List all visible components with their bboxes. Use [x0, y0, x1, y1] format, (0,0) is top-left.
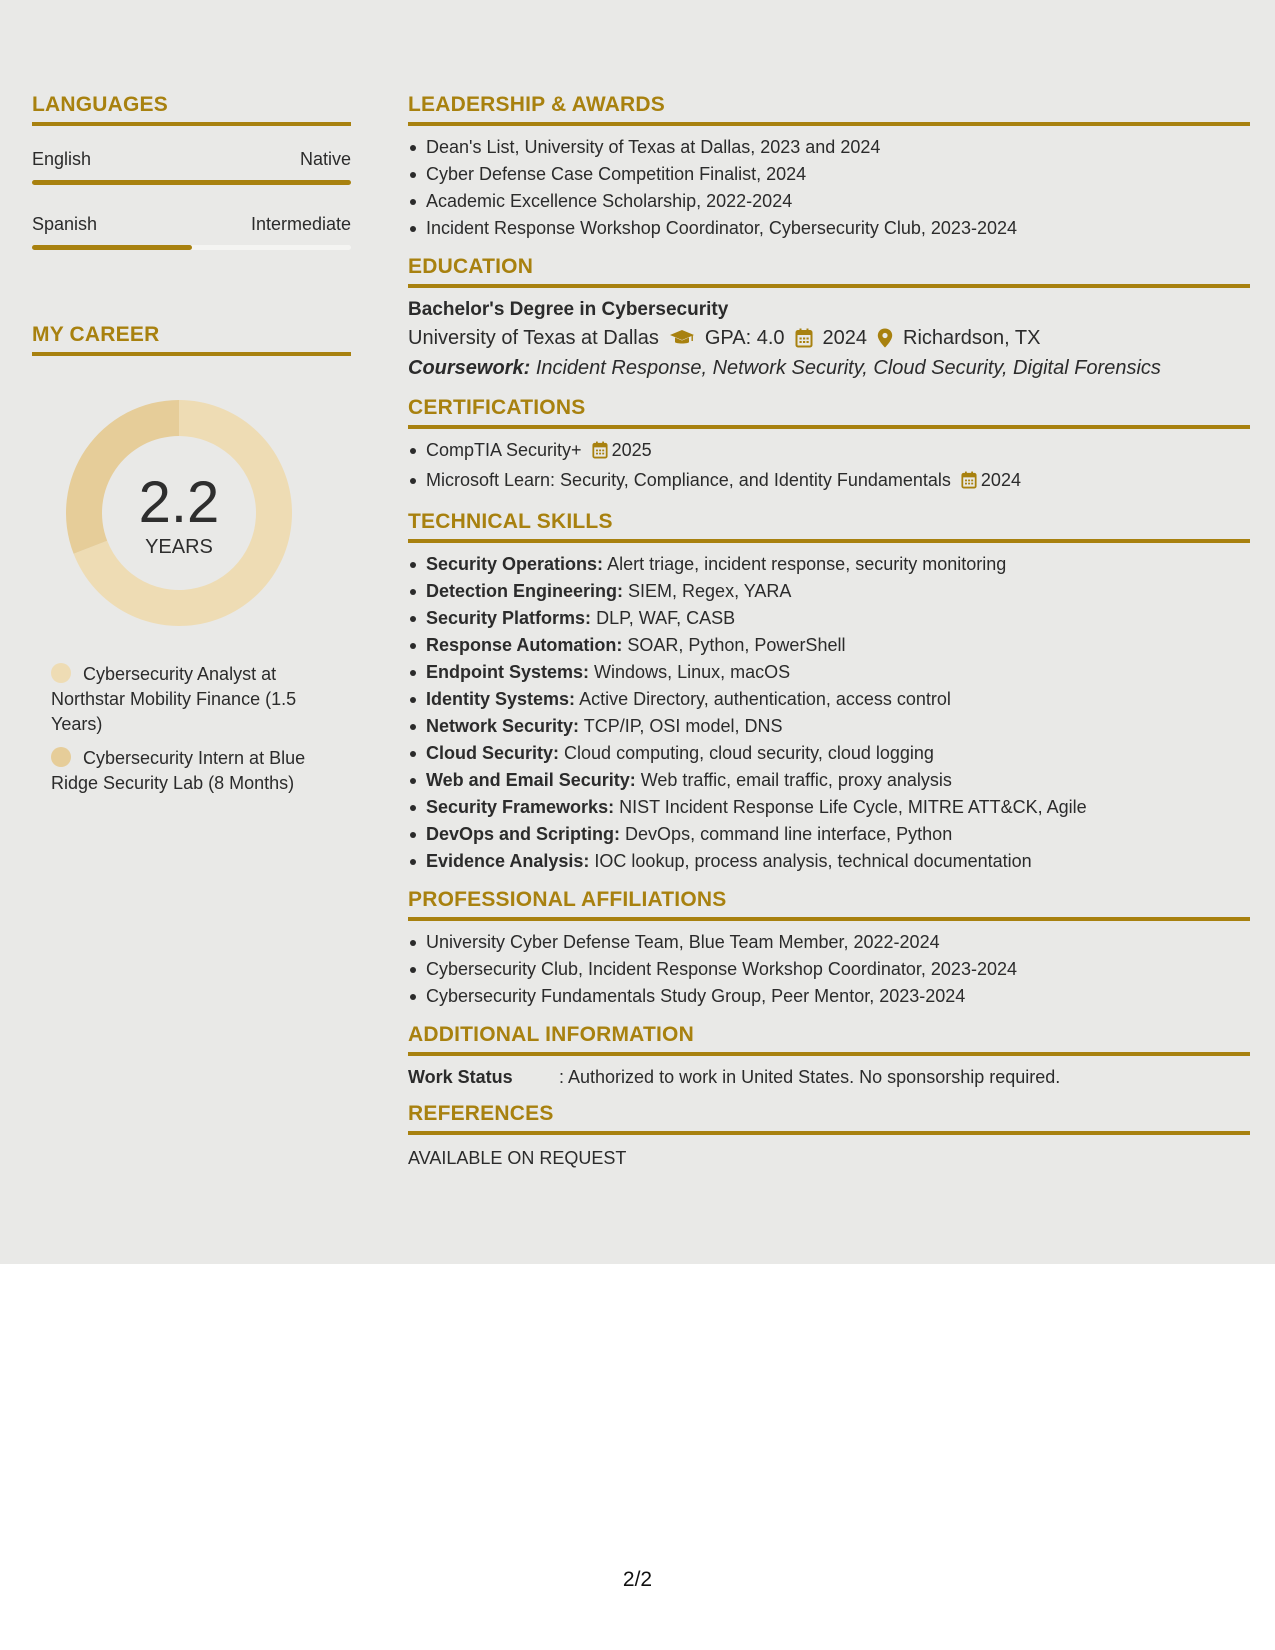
page-number: 2/2 — [622, 1568, 653, 1591]
list-item — [408, 848, 1250, 875]
list-item — [408, 794, 1250, 821]
work-status-row — [408, 1065, 1250, 1089]
career-donut-chart — [66, 400, 292, 626]
list-item — [408, 551, 1250, 578]
education-section — [408, 254, 1250, 383]
language-proficiency-fill — [32, 180, 351, 185]
calendar-icon — [795, 328, 813, 348]
skill-label: Identity Systems: — [426, 689, 576, 709]
affiliations-title: PROFESSIONAL AFFILIATIONS — [408, 887, 1250, 921]
right-column — [408, 92, 1250, 1182]
skill-label: Endpoint Systems: — [426, 662, 590, 682]
list-item — [408, 740, 1250, 767]
certification-name: CompTIA Security+ — [426, 440, 582, 460]
certification-name: Microsoft Learn: Security, Compliance, and Identity Fundamentals — [426, 470, 951, 490]
certification-year: 2025 — [611, 440, 652, 460]
education-location: Richardson, TX — [903, 327, 1041, 349]
skill-value: Web traffic, email traffic, proxy analysis — [640, 770, 952, 790]
language-proficiency-bar — [32, 245, 351, 250]
skill-label: Web and Email Security: — [426, 770, 636, 790]
list-item: Cybersecurity Club, Incident Response Workshop Coordinator, 2023-2024 — [408, 956, 1250, 983]
certifications-title: CERTIFICATIONS — [408, 395, 1250, 429]
education-details — [408, 323, 1250, 353]
education-year: 2024 — [822, 327, 868, 349]
certifications-list — [408, 437, 1250, 497]
list-item: University Cyber Defense Team, Blue Team Member, 2022-2024 — [408, 929, 1250, 956]
skill-value: TCP/IP, OSI model, DNS — [583, 716, 783, 736]
certification-year: 2024 — [980, 470, 1021, 490]
certifications-section — [408, 395, 1250, 497]
work-status-value: : Authorized to work in United States. No sponsorship required. — [559, 1067, 1061, 1087]
additional-section — [408, 1022, 1250, 1089]
language-level: Native — [299, 149, 351, 169]
language-proficiency-fill — [32, 245, 192, 250]
list-item: Cybersecurity Fundamentals Study Group, Peer Mentor, 2023-2024 — [408, 983, 1250, 1010]
affiliations-list — [408, 929, 1250, 1010]
affiliations-section — [408, 887, 1250, 1010]
language-item — [32, 213, 351, 250]
skill-label: Network Security: — [426, 716, 580, 736]
additional-title: ADDITIONAL INFORMATION — [408, 1022, 1250, 1056]
skill-label: Evidence Analysis: — [426, 851, 590, 871]
skills-title: TECHNICAL SKILLS — [408, 509, 1250, 543]
skill-value: Alert triage, incident response, security monitoring — [607, 554, 1007, 574]
skill-value: IOC lookup, process analysis, technical documentation — [594, 851, 1032, 871]
career-total-value: 2.2 — [138, 469, 220, 535]
list-item — [408, 713, 1250, 740]
list-item — [408, 467, 1250, 497]
references-section — [408, 1101, 1250, 1170]
career-legend-label: Cybersecurity Analyst at Northstar Mobility Finance (1.5 Years) — [51, 664, 297, 734]
language-item — [32, 148, 351, 185]
career-legend-item — [51, 662, 341, 737]
skill-value: DevOps, command line interface, Python — [625, 824, 953, 844]
calendar-icon — [961, 470, 977, 497]
skill-label: Security Frameworks: — [426, 797, 615, 817]
list-item — [408, 659, 1250, 686]
skill-value: Active Directory, authentication, access control — [579, 689, 951, 709]
list-item: Incident Response Workshop Coordinator, Cybersecurity Club, 2023-2024 — [408, 215, 1250, 242]
language-proficiency-bar — [32, 180, 351, 185]
list-item — [408, 821, 1250, 848]
education-school: University of Texas at Dallas — [408, 327, 659, 349]
language-name: English — [32, 149, 92, 169]
education-coursework — [408, 353, 1250, 383]
list-item: Dean's List, University of Texas at Dallas, 2023 and 2024 — [408, 134, 1250, 161]
skills-list — [408, 551, 1250, 875]
location-pin-icon — [877, 328, 893, 348]
language-level: Intermediate — [250, 214, 351, 234]
skill-value: DLP, WAF, CASB — [596, 608, 736, 628]
skill-label: DevOps and Scripting: — [426, 824, 621, 844]
education-degree: Bachelor's Degree in Cybersecurity — [408, 299, 729, 320]
languages-title: LANGUAGES — [32, 92, 351, 126]
career-legend-item — [51, 746, 341, 796]
skill-label: Detection Engineering: — [426, 581, 624, 601]
career-legend — [32, 662, 351, 796]
list-item — [408, 578, 1250, 605]
skill-value: SIEM, Regex, YARA — [628, 581, 792, 601]
references-title: REFERENCES — [408, 1101, 1250, 1135]
career-legend-label: Cybersecurity Intern at Blue Ridge Security Lab (8 Months) — [51, 748, 306, 793]
education-title: EDUCATION — [408, 254, 1250, 288]
skill-value: Windows, Linux, macOS — [594, 662, 791, 682]
left-column — [32, 92, 351, 805]
leadership-title: LEADERSHIP & AWARDS — [408, 92, 1250, 126]
career-title: MY CAREER — [32, 322, 351, 356]
list-item — [408, 605, 1250, 632]
legend-dot-icon — [51, 663, 71, 683]
skill-label: Security Operations: — [426, 554, 604, 574]
skill-value: NIST Incident Response Life Cycle, MITRE ATT&CK, Agile — [619, 797, 1087, 817]
list-item: Cyber Defense Case Competition Finalist, 2024 — [408, 161, 1250, 188]
coursework-value: Incident Response, Network Security, Cloud Security, Digital Forensics — [535, 357, 1161, 379]
list-item — [408, 686, 1250, 713]
list-item — [408, 437, 1250, 467]
legend-dot-icon — [51, 747, 71, 767]
career-total-unit: YEARS — [145, 535, 213, 558]
education-gpa: GPA: 4.0 — [704, 327, 785, 349]
skill-value: SOAR, Python, PowerShell — [627, 635, 846, 655]
work-status-label: Work Status — [408, 1067, 513, 1087]
coursework-label: Coursework: — [408, 357, 531, 379]
graduation-cap-icon — [669, 329, 695, 347]
skills-section — [408, 509, 1250, 875]
skill-value: Cloud computing, cloud security, cloud logging — [564, 743, 934, 763]
skill-label: Response Automation: — [426, 635, 623, 655]
leadership-section — [408, 92, 1250, 242]
skill-label: Cloud Security: — [426, 743, 560, 763]
language-name: Spanish — [32, 214, 98, 234]
list-item — [408, 632, 1250, 659]
list-item — [408, 767, 1250, 794]
list-item: Academic Excellence Scholarship, 2022-2024 — [408, 188, 1250, 215]
skill-label: Security Platforms: — [426, 608, 592, 628]
references-text: AVAILABLE ON REQUEST — [408, 1148, 627, 1168]
calendar-icon — [592, 440, 608, 467]
leadership-list — [408, 134, 1250, 242]
